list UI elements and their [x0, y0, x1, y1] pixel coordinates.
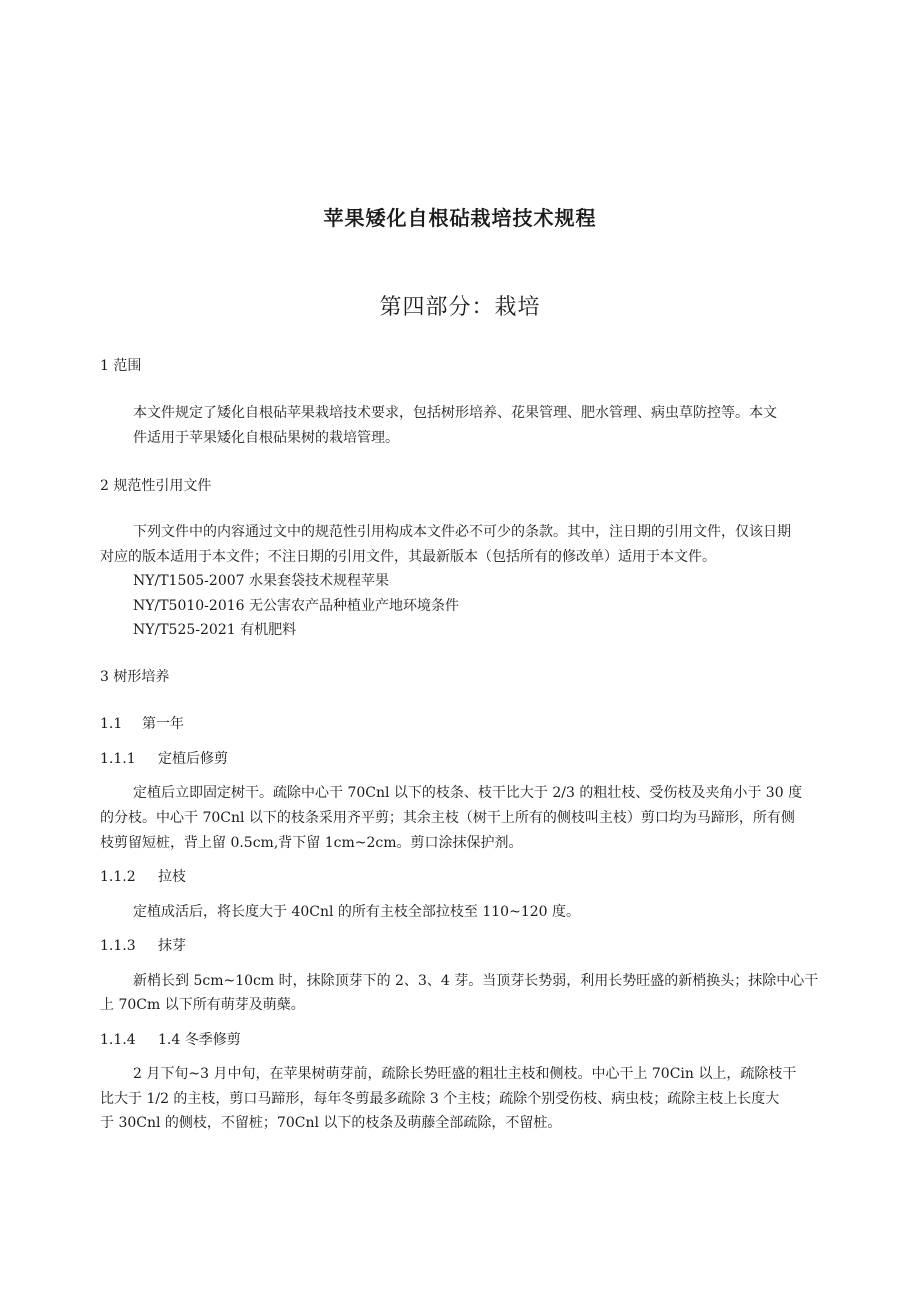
reference-item: NY/T5010-2016 无公害农产品种植业产地环境条件 [133, 598, 459, 614]
section-heading-references: 2 规范性引用文件 [100, 478, 212, 494]
paragraph-line: 定植成活后，将长度大于 40Cnl 的所有主枝全部拉枝至 110~120 度。 [133, 904, 580, 920]
paragraph-line: 于 30Cnl 的侧枝，不留桩；70Cnl 以下的枝条及萌藤全部疏除，不留桩。 [100, 1115, 562, 1131]
paragraph-line: 比大于 1/2 的主枝，剪口马蹄形，每年冬剪最多疏除 3 个主枝；疏除个别受伤枝、病虫枝；疏除主枝上长度大 [100, 1091, 780, 1107]
paragraph-line: 定植后立即固定树干。疏除中心干 70Cnl 以下的枝条、枝干比大于 2/3 的粗壮枝、受伤枝及夹角小于 30 度 [133, 785, 803, 801]
subsection-heading [100, 750, 228, 768]
paragraph-line: 新梢长到 5cm~10cm 时，抹除顶芽下的 2、3、4 芽。当顶芽长势弱，利用长势旺盛的新梢换头；抹除中心干 [133, 973, 819, 989]
document-title: 苹果矮化自根砧栽培技术规程 [323, 206, 597, 230]
subsection-number: 1.1.2 [100, 869, 136, 885]
reference-item: NY/T1505-2007 水果套袋技术规程苹果 [133, 573, 389, 589]
paragraph-line: 下列文件中的内容通过文中的规范性引用构成本文件必不可少的条款。其中，注日期的引用文件，仅该日期 [133, 524, 791, 540]
paragraph-line: 枝剪留短桩，背上留 0.5cm,背下留 1cm~2cm。剪口涂抹保护剂。 [100, 835, 523, 851]
subsection-title: 抹芽 [158, 938, 186, 954]
subsection-number: 1.1.4 [100, 1032, 136, 1048]
subsection-number: 1.1.3 [100, 938, 136, 954]
subsection-number: 1.1 [100, 716, 123, 732]
subsection-heading [100, 1031, 241, 1049]
paragraph-line: 上 70Cm 以下所有萌芽及萌蘖。 [100, 997, 305, 1013]
paragraph-line: 本文件规定了矮化自根砧苹果栽培技术要求，包括树形培养、花果管理、肥水管理、病虫草防控等。本文 [133, 405, 777, 421]
section-heading-tree-shape: 3 树形培养 [100, 669, 170, 685]
subsection-title: 第一年 [142, 716, 184, 732]
subsection-heading [100, 715, 184, 733]
paragraph-line: 2 月下旬~3 月中旬，在苹果树萌芽前，疏除长势旺盛的粗壮主枝和侧枝。中心干上 70Cin 以上，疏除枝干 [133, 1066, 797, 1082]
subsection-number: 1.1.1 [100, 751, 136, 767]
paragraph-line: 件适用于苹果矮化自根砧果树的栽培管理。 [133, 430, 399, 446]
subsection-heading [100, 937, 186, 955]
subsection-title: 拉枝 [158, 869, 186, 885]
paragraph-line: 对应的版本适用于本文件；不注日期的引用文件，其最新版本（包括所有的修改单）适用于本文件。 [100, 549, 716, 565]
subsection-title: 1.4 冬季修剪 [158, 1032, 241, 1048]
subsection-heading [100, 868, 186, 886]
section-heading-scope: 1 范围 [100, 358, 142, 374]
reference-item: NY/T525-2021 有机肥料 [133, 622, 297, 638]
paragraph-line: 的分枝。中心干 70Cnl 以下的枝条采用齐平剪；其余主枝（树干上所有的侧枝叫主枝）剪口均为马蹄形，所有侧 [100, 810, 795, 826]
part-title: 第四部分：栽培 [379, 295, 541, 320]
subsection-title: 定植后修剪 [158, 751, 228, 767]
